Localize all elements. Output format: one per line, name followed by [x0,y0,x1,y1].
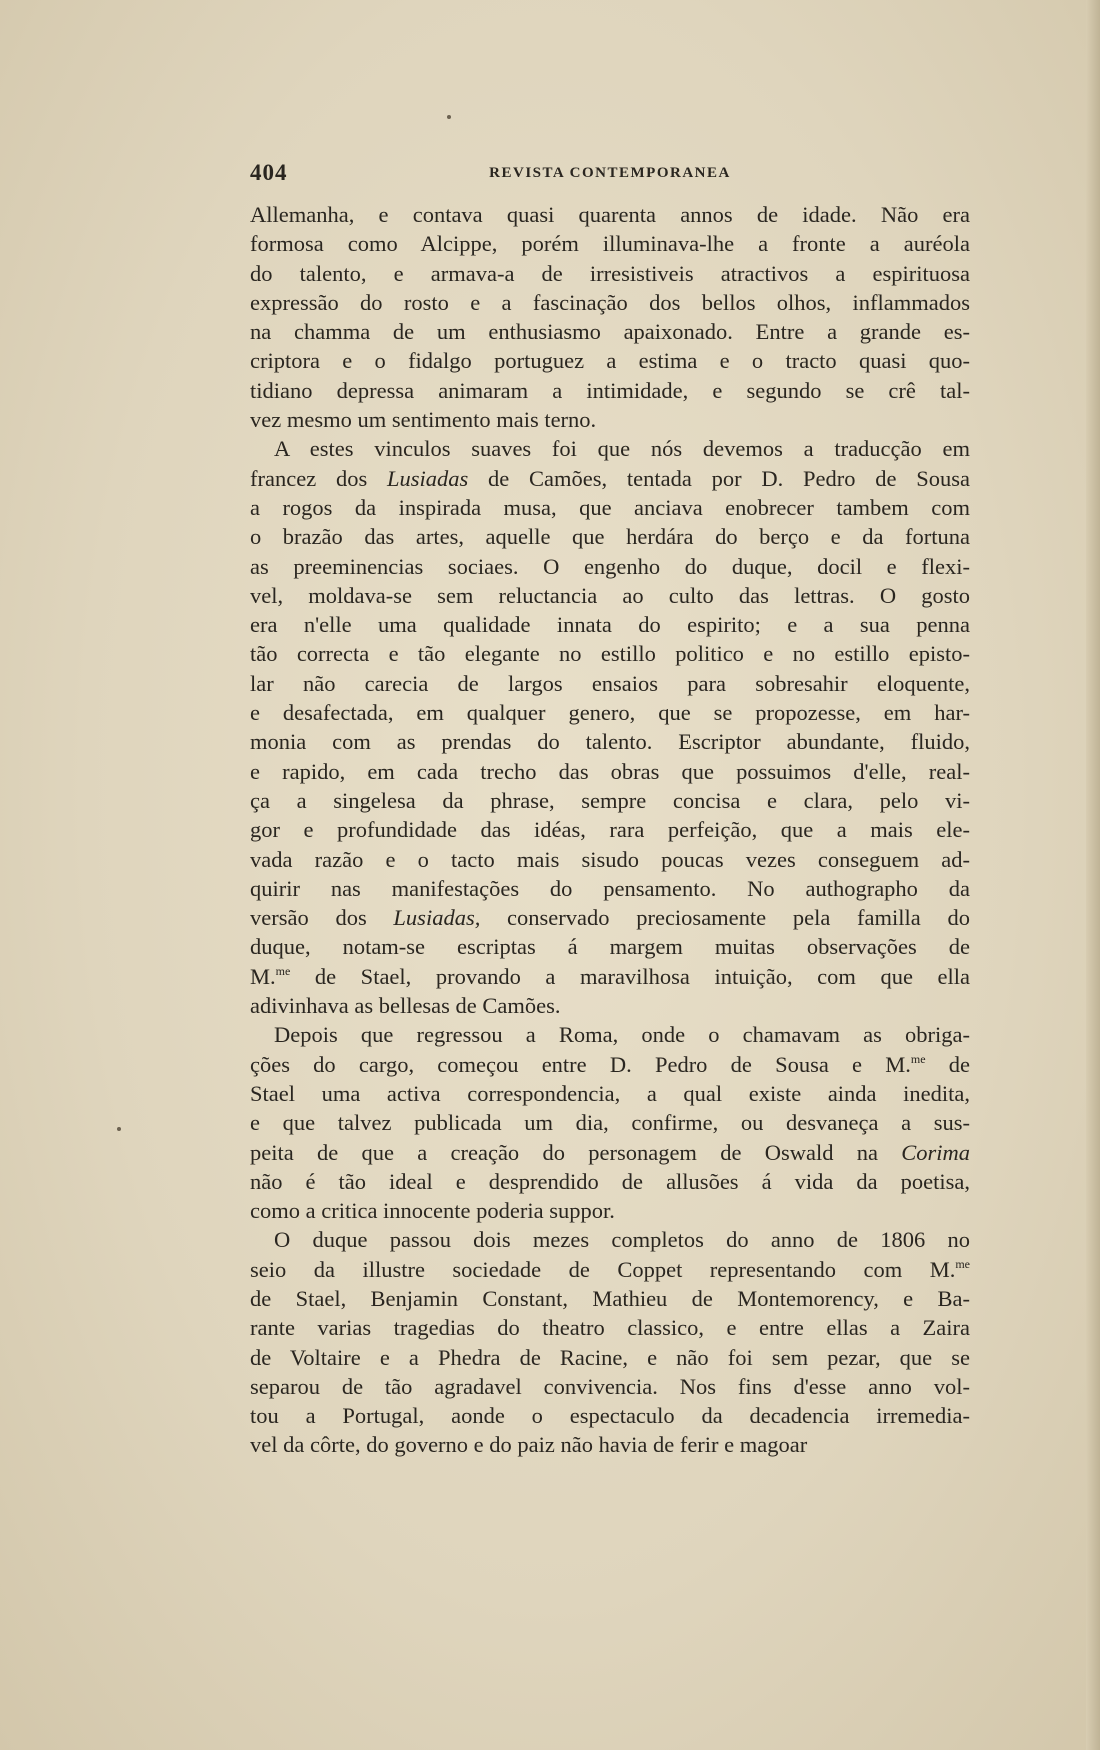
text-segment: de Camões, tentada por D. Pedro de Sousa [468,465,970,491]
print-speck [117,1127,121,1131]
text-segment: M. [250,963,276,989]
italic-title: Corima [901,1139,970,1165]
body-text [250,200,970,1460]
text-line: vez mesmo um sentimento mais terno. [250,407,597,433]
text-line [250,903,970,932]
text-segment: conservado preciosamente pela familla do [480,905,970,931]
superscript: me [955,1256,970,1271]
text-line: e que talvez publicada um dia, confirme, ou desvaneça a sus- [250,1110,970,1136]
text-line: A estes vinculos suaves foi que nós devemos a traducção em [274,436,970,462]
text-line: duque, notam-se escriptas á margem muitas observações de [250,934,970,960]
text-line: como a critica innocente poderia suppor. [250,1198,615,1224]
text-line: gor e profundidade das idéas, rara perfeição, que a mais ele- [250,817,970,843]
text-line: adivinhava as bellesas de Camões. [250,993,561,1019]
print-speck [447,115,451,119]
superscript: me [275,963,291,978]
text-line: quirir nas manifestações do pensamento. No authographo da [250,875,970,901]
text-line: tidiano depressa animaram a intimidade, e segundo se crê tal- [250,377,970,403]
text-line: O duque passou dois mezes completos do anno de 1806 no [274,1227,970,1253]
text-line: o brazão das artes, aquelle que herdára do berço e da fortuna [250,524,970,550]
text-line [250,1138,970,1167]
text-line: não é tão ideal e desprendido de allusões á vida da poetisa, [250,1168,970,1194]
text-line: e desafectada, em qualquer genero, que se propozesse, em har- [250,700,970,726]
page-header [250,160,970,186]
text-segment: seio da illustre sociedade de Coppet representando com M. [250,1256,956,1282]
text-line: tão correcta e tão elegante no estillo politico e no estillo episto- [250,641,970,667]
text-segment: de [925,1051,970,1077]
text-segment: ções do cargo, começou entre D. Pedro de Sousa e M. [250,1051,911,1077]
text-line [250,1050,970,1079]
text-line: e rapido, em cada trecho das obras que possuimos d'elle, real- [250,758,970,784]
text-line [250,962,970,991]
text-line: criptora e o fidalgo portuguez a estima e o tracto quasi quo- [250,348,970,374]
text-line: rante varias tragedias do theatro classico, e entre ellas a Zaira [250,1315,970,1341]
text-line: Stael uma activa correspondencia, a qual existe ainda inedita, [250,1080,970,1106]
text-line: vel da côrte, do governo e do paiz não havia de ferir e magoar [250,1432,808,1458]
text-line: separou de tão agradavel convivencia. Nos fins d'esse anno vol- [250,1373,970,1399]
text-line: Allemanha, e contava quasi quarenta annos de idade. Não era [250,202,970,227]
text-segment: peita de que a creação do personagem de Oswald na [250,1139,902,1165]
italic-title: Lusiadas [386,465,469,491]
text-line: na chamma de um enthusiasmo apaixonado. Entre a grande es- [250,319,970,345]
italic-title: Lusiadas, [393,905,481,931]
text-line: tou a Portugal, aonde o espectaculo da decadencia irremedia- [250,1403,970,1429]
text-line: as preeminencias sociaes. O engenho do duque, docil e flexi- [250,553,970,579]
text-line: expressão do rosto e a fascinação dos bellos olhos, inflammados [250,289,970,315]
text-line [250,1255,970,1284]
text-line: vel, moldava-se sem reluctancia ao culto das lettras. O gosto [250,582,970,608]
text-line: do talento, e armava-a de irresistiveis atractivos a espirituosa [250,260,970,286]
text-segment: de Stael, provando a maravilhosa intuição, com que ella [290,963,970,989]
text-line: ça a singelesa da phrase, sempre concisa e clara, pelo vi- [250,787,970,813]
text-line: Depois que regressou a Roma, onde o chamavam as obriga- [274,1022,970,1048]
text-line: era n'elle uma qualidade innata do espirito; e a sua penna [250,612,970,638]
page-edge [1086,0,1100,1750]
page-number: 404 [250,160,288,185]
superscript: me [910,1051,926,1066]
text-line: a rogos da inspirada musa, que anciava enobrecer tambem com [250,494,970,520]
text-line: de Stael, Benjamin Constant, Mathieu de Montemorency, e Ba- [250,1285,970,1311]
text-line: lar não carecia de largos ensaios para sobresahir eloquente, [250,670,970,696]
text-line: vada razão e o tacto mais sisudo poucas vezes conseguem ad- [250,846,970,872]
text-line: formosa como Alcippe, porém illuminava-lhe a fronte a auréola [250,231,970,257]
text-line: de Voltaire e a Phedra de Racine, e não foi sem pezar, que se [250,1344,970,1370]
text-segment: francez dos [250,465,387,491]
text-line [250,464,970,493]
text-segment: versão dos [250,905,394,931]
running-title: REVISTA CONTEMPORANEA [489,165,731,181]
text-line: monia com as prendas do talento. Escriptor abundante, fluido, [250,729,970,755]
